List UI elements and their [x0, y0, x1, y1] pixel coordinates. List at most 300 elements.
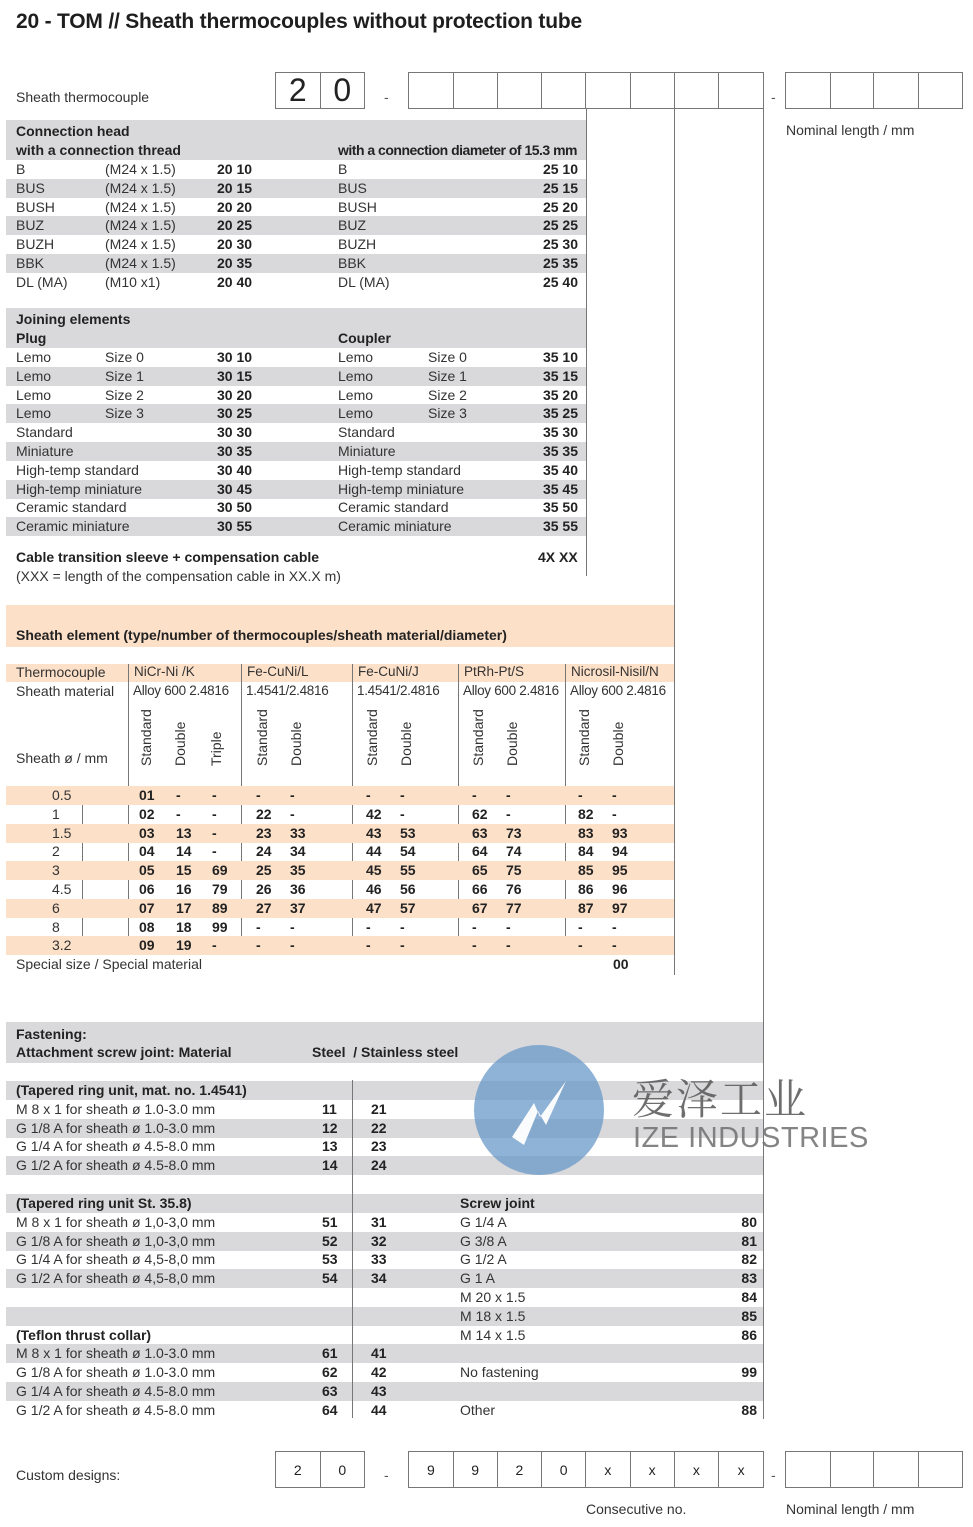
- head-name-2: BUSH: [338, 198, 377, 215]
- sheath-code: -: [256, 918, 261, 935]
- fastening-label: M 8 x 1 for sheath ø 1.0-3.0 mm: [16, 1345, 216, 1362]
- joining-elements-heading: Joining elements: [16, 311, 131, 327]
- fastening-row: [6, 1213, 763, 1232]
- sheath-code: 79: [212, 881, 228, 897]
- screw-joint-code: 83: [741, 1270, 757, 1287]
- sheath-diameter-label: Sheath ø / mm: [16, 750, 108, 766]
- nominal-length-boxes[interactable]: [785, 72, 963, 109]
- length-box[interactable]: [786, 1452, 831, 1487]
- plug-name: Standard: [16, 424, 73, 441]
- coupler-name: Ceramic standard: [338, 499, 449, 516]
- sheath-code: 23: [256, 824, 272, 841]
- sheath-code: 27: [256, 899, 272, 916]
- connection-head-left-subheading: with a connection thread: [16, 142, 181, 158]
- joining-element-row: [6, 480, 586, 499]
- sheath-code: 99: [212, 918, 228, 935]
- sheath-code: 14: [176, 843, 192, 860]
- coupler-name: Ceramic miniature: [338, 518, 452, 535]
- variant-label: Double: [504, 721, 520, 766]
- length-box[interactable]: [919, 73, 963, 108]
- sheath-code: 93: [612, 824, 628, 841]
- plug-name: Lemo: [16, 367, 52, 384]
- sheath-code: -: [366, 918, 371, 935]
- fastening-row: [6, 1232, 763, 1251]
- head-name-2: BBK: [338, 255, 367, 271]
- code-box[interactable]: [542, 73, 586, 108]
- sheath-code: 47: [366, 899, 382, 916]
- sheath-code: -: [212, 937, 217, 954]
- fastening-row: [6, 1156, 763, 1175]
- coupler-name: Miniature: [338, 443, 396, 459]
- nominal-length-label: Nominal length / mm: [786, 122, 915, 138]
- sheath-code: 96: [612, 881, 628, 897]
- sheath-code: 15: [176, 862, 192, 879]
- head-name-2: BUZ: [338, 217, 366, 234]
- plug-name: Ceramic miniature: [16, 518, 130, 535]
- plug-name: Ceramic standard: [16, 499, 127, 516]
- connection-head-row: [6, 235, 586, 254]
- steel-code: 63: [322, 1383, 338, 1399]
- sheath-code: 01: [139, 787, 155, 803]
- sheath-code: -: [176, 787, 181, 803]
- sheath-code: -: [290, 937, 295, 954]
- fastening-label: G 1/2 A for sheath ø 4,5-8,0 mm: [16, 1270, 216, 1287]
- material-columns-label: Steel / Stainless steel: [312, 1044, 459, 1060]
- fastening-group-title-row: [6, 1194, 763, 1213]
- sheath-code: 55: [400, 862, 416, 879]
- joining-element-row: [6, 442, 586, 461]
- plug-name: Miniature: [16, 443, 74, 459]
- sheath-diameter: 1.5: [52, 824, 72, 841]
- sheath-code: -: [472, 787, 477, 803]
- thermocouple-type: NiCr-Ni /K: [134, 664, 195, 679]
- head-thread: (M24 x 1.5): [105, 161, 176, 177]
- sheath-code: -: [578, 918, 583, 935]
- length-box[interactable]: [874, 73, 919, 108]
- fastening-label: M 8 x 1 for sheath ø 1,0-3,0 mm: [16, 1213, 216, 1230]
- special-size-code: 00: [613, 956, 629, 972]
- sheath-code: -: [400, 805, 405, 822]
- plug-code: 30 45: [217, 480, 253, 497]
- sheath-code: -: [290, 787, 295, 803]
- sheath-code: 75: [506, 862, 522, 879]
- coupler-name: Lemo: [338, 367, 374, 384]
- sheath-code: 34: [290, 843, 306, 860]
- sheath-code: 44: [366, 843, 382, 860]
- screw-joint-label: G 1/2 A: [460, 1251, 507, 1268]
- cable-code: 4X XX: [538, 549, 578, 565]
- custom-designs-label: Custom designs:: [16, 1467, 121, 1483]
- head-code: 20 30: [217, 236, 253, 253]
- sheath-code: -: [506, 805, 511, 822]
- screw-joint-label: G 3/8 A: [460, 1232, 507, 1249]
- fastening-label: G 1/2 A for sheath ø 4.5-8.0 mm: [16, 1401, 216, 1418]
- custom-prefix-digit: 2: [276, 1452, 321, 1487]
- connection-head-right-subheading: with a connection diameter of 15.3 mm: [338, 142, 578, 158]
- length-box[interactable]: [831, 73, 875, 108]
- fastening-group-title: (Tapered ring unit St. 35.8): [16, 1195, 192, 1211]
- sheath-code: -: [212, 787, 217, 803]
- prefix-digit-1: 2: [276, 73, 321, 108]
- sheath-code: 13: [176, 824, 192, 841]
- variant-label: Standard: [254, 709, 270, 766]
- separator: -: [384, 89, 389, 105]
- order-prefix-boxes: [275, 72, 365, 109]
- sheath-code: 46: [366, 881, 382, 897]
- steel-code: 54: [322, 1270, 338, 1287]
- head-thread: (M24 x 1.5): [105, 198, 176, 215]
- connection-head-row: [6, 198, 586, 217]
- thermocouple-type: Fe-CuNi/J: [358, 664, 419, 679]
- other-label: Other: [460, 1401, 496, 1418]
- sheath-material-label: Sheath material: [16, 683, 115, 699]
- sheath-code: -: [256, 787, 261, 803]
- plug-code: 30 50: [217, 499, 253, 516]
- steel-code: 61: [322, 1345, 338, 1362]
- stainless-code: 43: [371, 1383, 387, 1399]
- cable-note: (XXX = length of the compensation cable in XX.X m): [16, 568, 341, 584]
- head-code: 20 15: [217, 179, 253, 196]
- sheath-code: 07: [139, 899, 155, 916]
- variant-label: Double: [288, 721, 304, 766]
- fastening-row: [6, 1269, 763, 1288]
- coupler-code: 35 20: [542, 386, 578, 403]
- sheath-code: 19: [176, 937, 192, 954]
- fastening-label: M 8 x 1 for sheath ø 1.0-3.0 mm: [16, 1100, 216, 1117]
- sheath-code: -: [366, 787, 371, 803]
- sheath-code: -: [578, 937, 583, 954]
- sheath-code: -: [400, 918, 405, 935]
- other-code: 88: [741, 1401, 757, 1418]
- plug-code: 30 25: [217, 405, 253, 422]
- stainless-code: 32: [371, 1232, 387, 1249]
- fastening-label: G 1/8 A for sheath ø 1.0-3.0 mm: [16, 1119, 216, 1136]
- sheath-diameter: 2: [52, 843, 60, 860]
- sheath-material: Alloy 600 2.4816: [133, 683, 229, 698]
- connection-head-heading: Connection head: [16, 123, 130, 139]
- steel-code: 52: [322, 1232, 338, 1249]
- steel-stainless-divider: [352, 1080, 353, 1418]
- steel-code: 51: [322, 1213, 338, 1230]
- sheath-diameter: 1: [52, 805, 60, 822]
- sheath-code: 06: [139, 881, 155, 897]
- guide-line: [763, 109, 764, 1419]
- separator: -: [771, 89, 776, 105]
- sheath-code: 54: [400, 843, 416, 860]
- no-fastening-label: No fastening: [460, 1364, 539, 1381]
- steel-code: 14: [322, 1157, 338, 1174]
- screw-joint-code: 84: [741, 1289, 757, 1305]
- stainless-code: 22: [371, 1119, 387, 1136]
- custom-nominal-length-label: Nominal length / mm: [786, 1501, 915, 1517]
- custom-code-digit: x: [631, 1452, 675, 1487]
- sheath-code: 67: [472, 899, 488, 916]
- prefix-digit-2: 0: [333, 72, 352, 108]
- fastening-row: [6, 1307, 763, 1326]
- steel-code: 62: [322, 1364, 338, 1381]
- sheath-code: 24: [256, 843, 272, 860]
- plug-code: 30 15: [217, 367, 253, 384]
- head-name: B: [16, 161, 26, 177]
- screw-joint-label: G 1/4 A: [460, 1213, 507, 1230]
- separator: -: [384, 1467, 389, 1483]
- fastening-heading: Fastening:: [16, 1026, 87, 1042]
- sheath-code: -: [212, 824, 217, 841]
- sheath-code: 37: [290, 899, 306, 916]
- code-box[interactable]: [719, 73, 763, 108]
- sheath-row: [6, 936, 674, 955]
- sheath-row: [6, 880, 674, 899]
- variant-label: Standard: [138, 709, 154, 766]
- plug-name: Lemo: [16, 386, 52, 403]
- thermocouple-type: Nicrosil-Nisil/N: [571, 664, 659, 679]
- code-box[interactable]: [675, 73, 720, 108]
- coupler-code: 35 10: [542, 349, 578, 365]
- stainless-code: 33: [371, 1251, 387, 1268]
- sheath-code: 69: [212, 862, 228, 879]
- sheath-row: [6, 805, 674, 824]
- coupler-size: Size 3: [428, 405, 467, 422]
- sheath-code: 53: [400, 824, 416, 841]
- sheath-code: 97: [612, 899, 628, 916]
- head-name-2: BUZH: [338, 236, 377, 253]
- sheath-code: 77: [506, 899, 522, 916]
- sheath-material: Alloy 600 2.4816: [570, 683, 666, 698]
- screw-joint-label: G 1 A: [460, 1270, 496, 1287]
- connection-head-row: [6, 216, 586, 235]
- code-box[interactable]: [631, 73, 675, 108]
- custom-code-digit: 0: [542, 1452, 586, 1487]
- guide-line: [674, 109, 675, 975]
- head-code-2: 25 10: [542, 161, 578, 177]
- head-code-2: 25 20: [542, 198, 578, 215]
- sheath-code: -: [506, 937, 511, 954]
- custom-prefix-boxes: [275, 1451, 365, 1488]
- head-name-2: DL (MA): [338, 273, 390, 290]
- sheath-code: 73: [506, 824, 522, 841]
- code-box[interactable]: [454, 73, 498, 108]
- sheath-code: 35: [290, 862, 306, 879]
- plug-size: Size 0: [105, 349, 144, 365]
- sheath-code: -: [612, 787, 617, 803]
- sheath-code: 43: [366, 824, 382, 841]
- sheath-code: 08: [139, 918, 155, 935]
- custom-prefix-digit: 0: [338, 1461, 347, 1478]
- sheath-row: [6, 842, 674, 861]
- guide-line: [586, 109, 587, 576]
- length-box[interactable]: [786, 73, 831, 108]
- watermark-cn-text: 爱泽工业: [632, 1075, 809, 1124]
- coupler-size: Size 1: [428, 367, 467, 384]
- sheath-diameter: 4.5: [52, 881, 72, 897]
- sheath-code: 22: [256, 805, 272, 822]
- thermocouple-type: Fe-CuNi/L: [247, 664, 309, 679]
- fastening-row: [6, 1326, 763, 1345]
- coupler-code: 35 25: [542, 405, 578, 422]
- sheath-code: -: [366, 937, 371, 954]
- fastening-group-title: (Teflon thrust collar): [16, 1326, 152, 1343]
- plug-name: High-temp standard: [16, 461, 139, 478]
- sheath-code: 56: [400, 881, 416, 897]
- sheath-code: 85: [578, 862, 594, 879]
- custom-code-digit: 2: [498, 1452, 543, 1487]
- stainless-code: 31: [371, 1213, 387, 1230]
- joining-element-row: [6, 461, 586, 480]
- joining-element-row: [6, 348, 586, 367]
- variant-label: Standard: [364, 709, 380, 766]
- joining-element-row: [6, 517, 586, 536]
- plug-name: Lemo: [16, 349, 52, 365]
- sheath-code: -: [506, 787, 511, 803]
- head-code: 20 20: [217, 198, 253, 215]
- plug-size: Size 1: [105, 367, 144, 384]
- sheath-code: 09: [139, 937, 155, 954]
- sheath-diameter: 0.5: [52, 787, 72, 803]
- fastening-row: [6, 1288, 763, 1307]
- head-code-2: 25 25: [542, 217, 578, 234]
- variant-label: Double: [398, 721, 414, 766]
- fastening-label: G 1/8 A for sheath ø 1,0-3,0 mm: [16, 1232, 216, 1249]
- head-code-2: 25 15: [542, 179, 578, 196]
- length-box[interactable]: [831, 1452, 875, 1487]
- sheath-code: 33: [290, 824, 306, 841]
- screw-joint-code: 82: [741, 1251, 757, 1268]
- sheath-code: 57: [400, 899, 416, 916]
- screw-joint-code: 85: [741, 1307, 757, 1324]
- custom-code-digit: x: [675, 1452, 720, 1487]
- connection-head-row: [6, 273, 586, 292]
- coupler-code: 35 50: [542, 499, 578, 516]
- fastening-row: [6, 1363, 763, 1382]
- head-code-2: 25 40: [542, 273, 578, 290]
- sheath-code: -: [612, 918, 617, 935]
- head-name: BUZH: [16, 236, 55, 253]
- coupler-name: High-temp standard: [338, 461, 461, 478]
- stainless-code: 41: [371, 1345, 387, 1362]
- head-name: DL (MA): [16, 273, 68, 290]
- plug-size: Size 3: [105, 405, 144, 422]
- head-name: BUS: [16, 179, 45, 196]
- coupler-name: High-temp miniature: [338, 480, 465, 497]
- fastening-label: G 1/4 A for sheath ø 4,5-8,0 mm: [16, 1251, 216, 1268]
- sheath-code: 83: [578, 824, 594, 841]
- sheath-material: 1.4541/2.4816: [357, 683, 440, 698]
- sheath-row: [6, 899, 674, 918]
- coupler-size: Size 0: [428, 349, 467, 365]
- length-box[interactable]: [874, 1452, 919, 1487]
- coupler-code: 35 55: [542, 518, 578, 535]
- sheath-code: 05: [139, 862, 155, 879]
- screw-joint-code: 81: [741, 1232, 757, 1249]
- stainless-code: 34: [371, 1270, 387, 1287]
- plug-code: 30 30: [217, 424, 253, 441]
- sheath-code: 86: [578, 881, 594, 897]
- variant-label: Double: [172, 721, 188, 766]
- fastening-label: G 1/2 A for sheath ø 4.5-8.0 mm: [16, 1157, 216, 1174]
- head-name: BBK: [16, 255, 45, 271]
- fastening-row: [6, 1344, 763, 1363]
- connection-head-row: [6, 254, 586, 273]
- code-box[interactable]: [498, 73, 543, 108]
- plug-heading: Plug: [16, 330, 47, 346]
- plug-name: High-temp miniature: [16, 480, 143, 497]
- sheath-element-heading: Sheath element (type/number of thermocouples/sheath material/diameter): [16, 627, 507, 643]
- fastening-label: G 1/8 A for sheath ø 1.0-3.0 mm: [16, 1364, 216, 1381]
- head-code-2: 25 30: [542, 236, 578, 253]
- coupler-name: Standard: [338, 424, 395, 441]
- sheath-code: -: [612, 805, 617, 822]
- sheath-code: 76: [506, 881, 522, 897]
- sheath-diameter: 3.2: [52, 937, 72, 954]
- watermark-logo-icon: [474, 1045, 604, 1175]
- sheath-row: [6, 918, 674, 937]
- stainless-code: 21: [371, 1100, 387, 1117]
- sheath-diameter: 6: [52, 899, 60, 916]
- code-box[interactable]: [409, 73, 454, 108]
- head-thread: (M24 x 1.5): [105, 255, 176, 271]
- variant-label: Standard: [576, 709, 592, 766]
- steel-code: 64: [322, 1401, 338, 1418]
- custom-code-boxes: [408, 1451, 764, 1488]
- sheath-code: 18: [176, 918, 192, 935]
- joining-element-row: [6, 404, 586, 423]
- sheath-code: -: [612, 937, 617, 954]
- plug-name: Lemo: [16, 405, 52, 422]
- head-thread: (M24 x 1.5): [105, 217, 176, 234]
- separator: -: [771, 1467, 776, 1483]
- sheath-code: 16: [176, 881, 192, 897]
- plug-code: 30 10: [217, 349, 253, 365]
- coupler-code: 35 40: [542, 461, 578, 478]
- order-code-boxes[interactable]: [408, 72, 764, 109]
- custom-code-digit: x: [586, 1452, 631, 1487]
- head-code: 20 35: [217, 255, 253, 271]
- sheath-code: -: [212, 805, 217, 822]
- head-name-2: BUS: [338, 179, 367, 196]
- head-code: 20 40: [217, 273, 253, 290]
- sheath-code: 02: [139, 805, 155, 822]
- screw-joint-label: M 20 x 1.5: [460, 1289, 526, 1305]
- screw-joint-code: 80: [741, 1213, 757, 1230]
- variant-label: Double: [610, 721, 626, 766]
- watermark-en-text: IZE INDUSTRIES: [633, 1122, 869, 1154]
- sheath-material: Alloy 600 2.4816: [463, 683, 559, 698]
- sheath-code: -: [290, 805, 295, 822]
- custom-length-boxes[interactable]: [785, 1451, 963, 1488]
- connection-head-row: [6, 160, 586, 179]
- sheath-code: -: [256, 937, 261, 954]
- sheath-code: -: [506, 918, 511, 935]
- screw-joint-label: M 18 x 1.5: [460, 1307, 526, 1324]
- sheath-code: -: [212, 843, 217, 860]
- sheath-code: 94: [612, 843, 628, 860]
- length-box[interactable]: [919, 1452, 963, 1487]
- coupler-code: 35 45: [542, 480, 578, 497]
- fastening-row: [6, 1250, 763, 1269]
- sheath-code: 63: [472, 824, 488, 841]
- steel-code: 11: [322, 1100, 337, 1117]
- sheath-code: 42: [366, 805, 382, 822]
- coupler-code: 35 15: [542, 367, 578, 384]
- steel-code: 12: [322, 1119, 338, 1136]
- thermocouple-label: Thermocouple: [16, 664, 106, 680]
- screw-joint-title: Screw joint: [460, 1195, 535, 1211]
- head-thread: (M24 x 1.5): [105, 179, 176, 196]
- sheath-code: -: [400, 787, 405, 803]
- sheath-code: 36: [290, 881, 306, 897]
- custom-code-digit: x: [737, 1461, 745, 1478]
- code-box[interactable]: [586, 73, 631, 108]
